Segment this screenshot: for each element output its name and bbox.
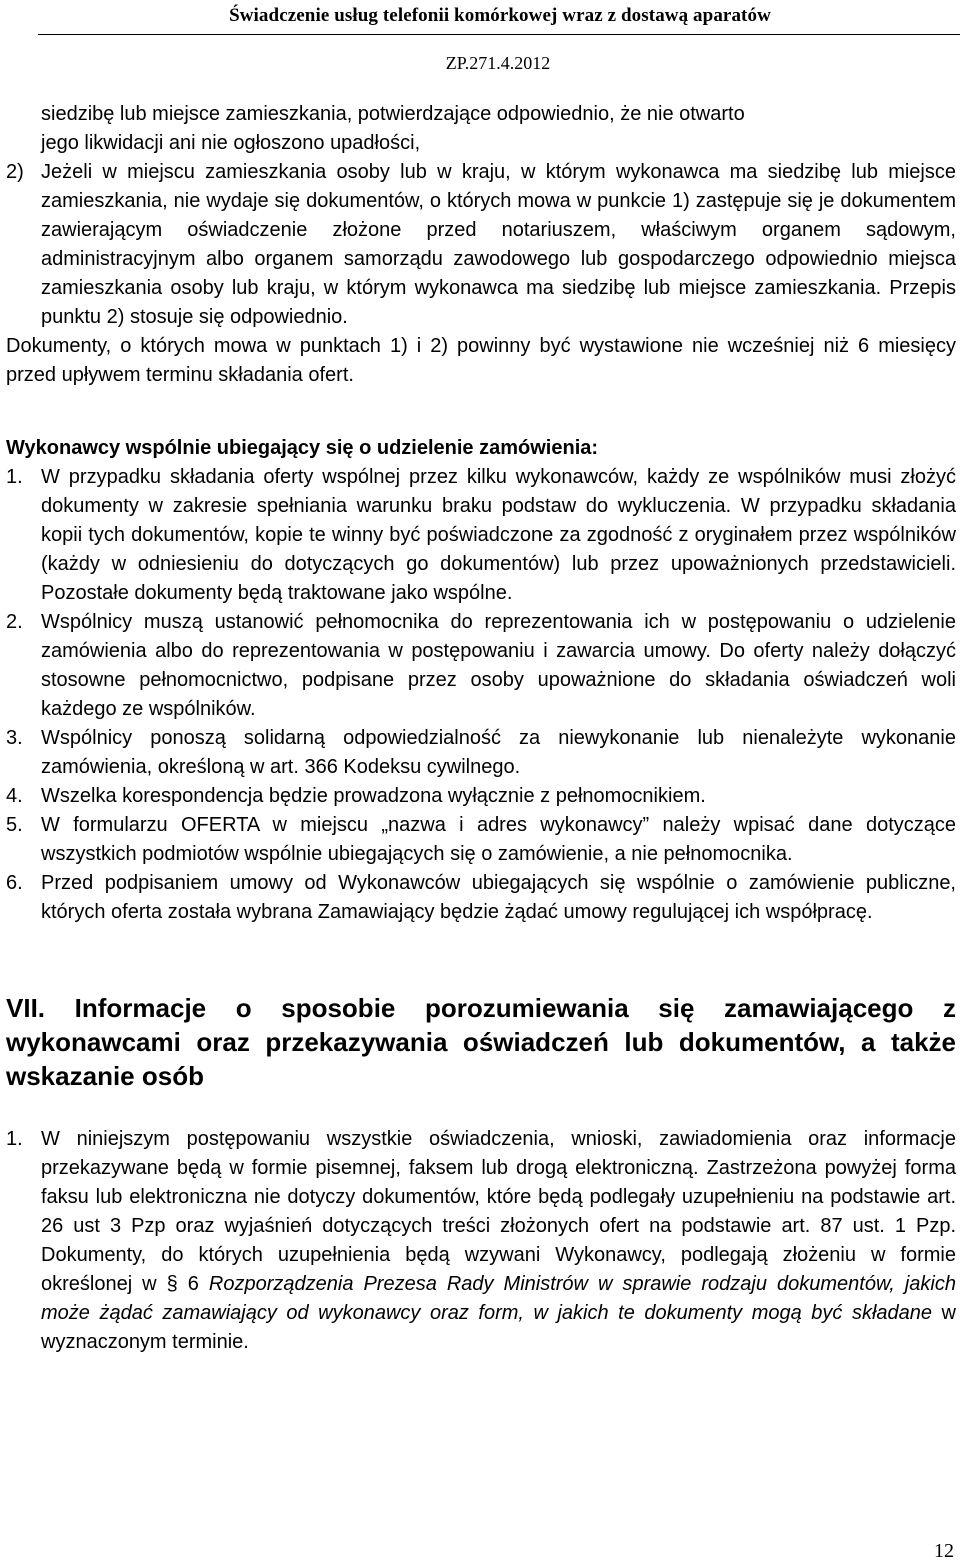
joint-contractors-heading: Wykonawcy wspólnie ubiegający się o udzielenie zamówienia: — [6, 437, 599, 459]
list-item-text: Wspólnicy muszą ustanowić pełnomocnika do reprezentowania ich w postępowaniu o udzielenie zamówienia albo do reprezentowania w postępowaniu i zawarcia umowy. Do oferty należy dołączyć stosowne pełnomocnictwo, podpisane przez osoby upoważnione do składania oświadczeń woli każdego ze wspólników. — [41, 611, 956, 720]
list-item-number: 6. — [6, 872, 23, 894]
document-header-title: Świadczenie usług telefonii komórkowej wraz z dostawą aparatów — [229, 5, 771, 26]
list-item-text-plain: W niniejszym postępowaniu wszystkie oświadczenia, wnioski, zawiadomienia oraz informacje przekazywane będą w formie pisemnej, faksem lub drogą elektroniczną. Zastrzeżona powyżej forma faksu lub elektroniczna nie dotyczy dokumentów, które będą podlegały uzupełnieniu na podstawie art. 26 ust 3 Pzp oraz wyjaśnień dotyczących treści złożonych ofert na podstawie art. 87 ust. 1 Pzp. Dokumenty, do których uzupełnienia będą wzywani Wykonawcy, podlegają złożeniu w formie określonej w § 6 — [41, 1128, 956, 1295]
list-item — [6, 158, 956, 332]
list-item-text: Wszelka korespondencja będzie prowadzona wyłącznie z pełnomocnikiem. — [41, 785, 706, 807]
list-item-text — [41, 1125, 956, 1357]
list-item-text: Wspólnicy ponoszą solidarną odpowiedzialność za niewykonanie lub nienależyte wykonanie zamówienia, określoną w art. 366 Kodeksu cywilnego. — [41, 727, 956, 778]
list-item-number: 5. — [6, 814, 23, 836]
list-item — [6, 782, 956, 811]
list-item-text: W formularzu OFERTA w miejscu „nazwa i adres wykonawcy” należy wpisać dane dotyczące wszystkich podmiotów wspólnie ubiegających się o zamówienie, a nie pełnomocnika. — [41, 814, 956, 865]
document-body — [6, 100, 956, 1357]
list-item-number: 2) — [6, 161, 24, 183]
list-item-number: 1. — [6, 466, 23, 488]
list-item — [6, 1125, 956, 1357]
list-item-text: Przed podpisaniem umowy od Wykonawców ubiegających się wspólnie o zamówienie publiczne, których oferta została wybrana Zamawiający będzie żądać umowy regulującej ich współpracę. — [41, 872, 956, 923]
section-number: VII. — [6, 993, 46, 1023]
list-item-text: Jeżeli w miejscu zamieszkania osoby lub w kraju, w którym wykonawca ma siedzibę lub miejsce zamieszkania, nie wydaje się dokumentów, o których mowa w punkcie 1) zastępuje się je dokumentem zawierającym oświadczenie złożone przed notariuszem, właściwym organem sądowym, administracyjnym albo organem samorządu zawodowego lub gospodarczego odpowiednio miejsca zamieszkania osoby lub kraju, w którym wykonawca ma siedzibę lub miejsce zamieszkania. Przepis punktu 2) stosuje się odpowiednio. — [41, 161, 956, 328]
document-reference-number: ZP.271.4.2012 — [445, 53, 551, 73]
list-item-number: 3. — [6, 727, 23, 749]
page-number: 12 — [934, 1540, 954, 1562]
list-item-text: W przypadku składania oferty wspólnej przez kilku wykonawców, każdy ze wspólników musi złożyć dokumenty w zakresie spełniania warunku braku podstaw do wykluczenia. W przypadku składania kopii tych dokumentów, kopie te winny być poświadczone za zgodność z oryginałem przez wspólników (każdy w odniesieniu do dotyczących go dokumentów) lub przez upoważnionych przedstawicieli. Pozostałe dokumenty będą traktowane jako wspólne. — [41, 466, 956, 604]
list-item — [6, 811, 956, 869]
list-item — [6, 869, 956, 927]
list-item — [6, 608, 956, 724]
list-item-number: 2. — [6, 611, 23, 633]
regulation-title: Rozporządzenia Prezesa Rady Ministrów w sprawie rodzaju dokumentów, jakich może żądać zamawiający od wykonawcy oraz form, w jakich te dokumenty mogą być składane — [41, 1273, 956, 1324]
list-item — [6, 463, 956, 608]
list-item-number: 1. — [6, 1128, 23, 1150]
section-title: Informacje o sposobie porozumiewania się zamawiającego z wykonawcami oraz przekazywania oświadczeń lub dokumentów, a także wskazanie osób — [6, 993, 956, 1091]
documents-validity-note: Dokumenty, o których mowa w punktach 1) i 2) powinny być wystawione nie wcześniej niż 6 miesięcy przed upływem terminu składania ofert. — [6, 335, 956, 386]
list-item-number: 4. — [6, 785, 23, 807]
continued-text-line: siedzibę lub miejsce zamieszkania, potwierdzające odpowiednio, że nie otwarto — [41, 103, 745, 125]
section-heading — [6, 991, 956, 1093]
list-item — [6, 724, 956, 782]
header-divider — [38, 34, 960, 35]
continued-text-line: jego likwidacji ani nie ogłoszono upadłości, — [41, 132, 421, 154]
list-item-text-end: w wyznaczonym terminie. — [41, 1302, 956, 1353]
